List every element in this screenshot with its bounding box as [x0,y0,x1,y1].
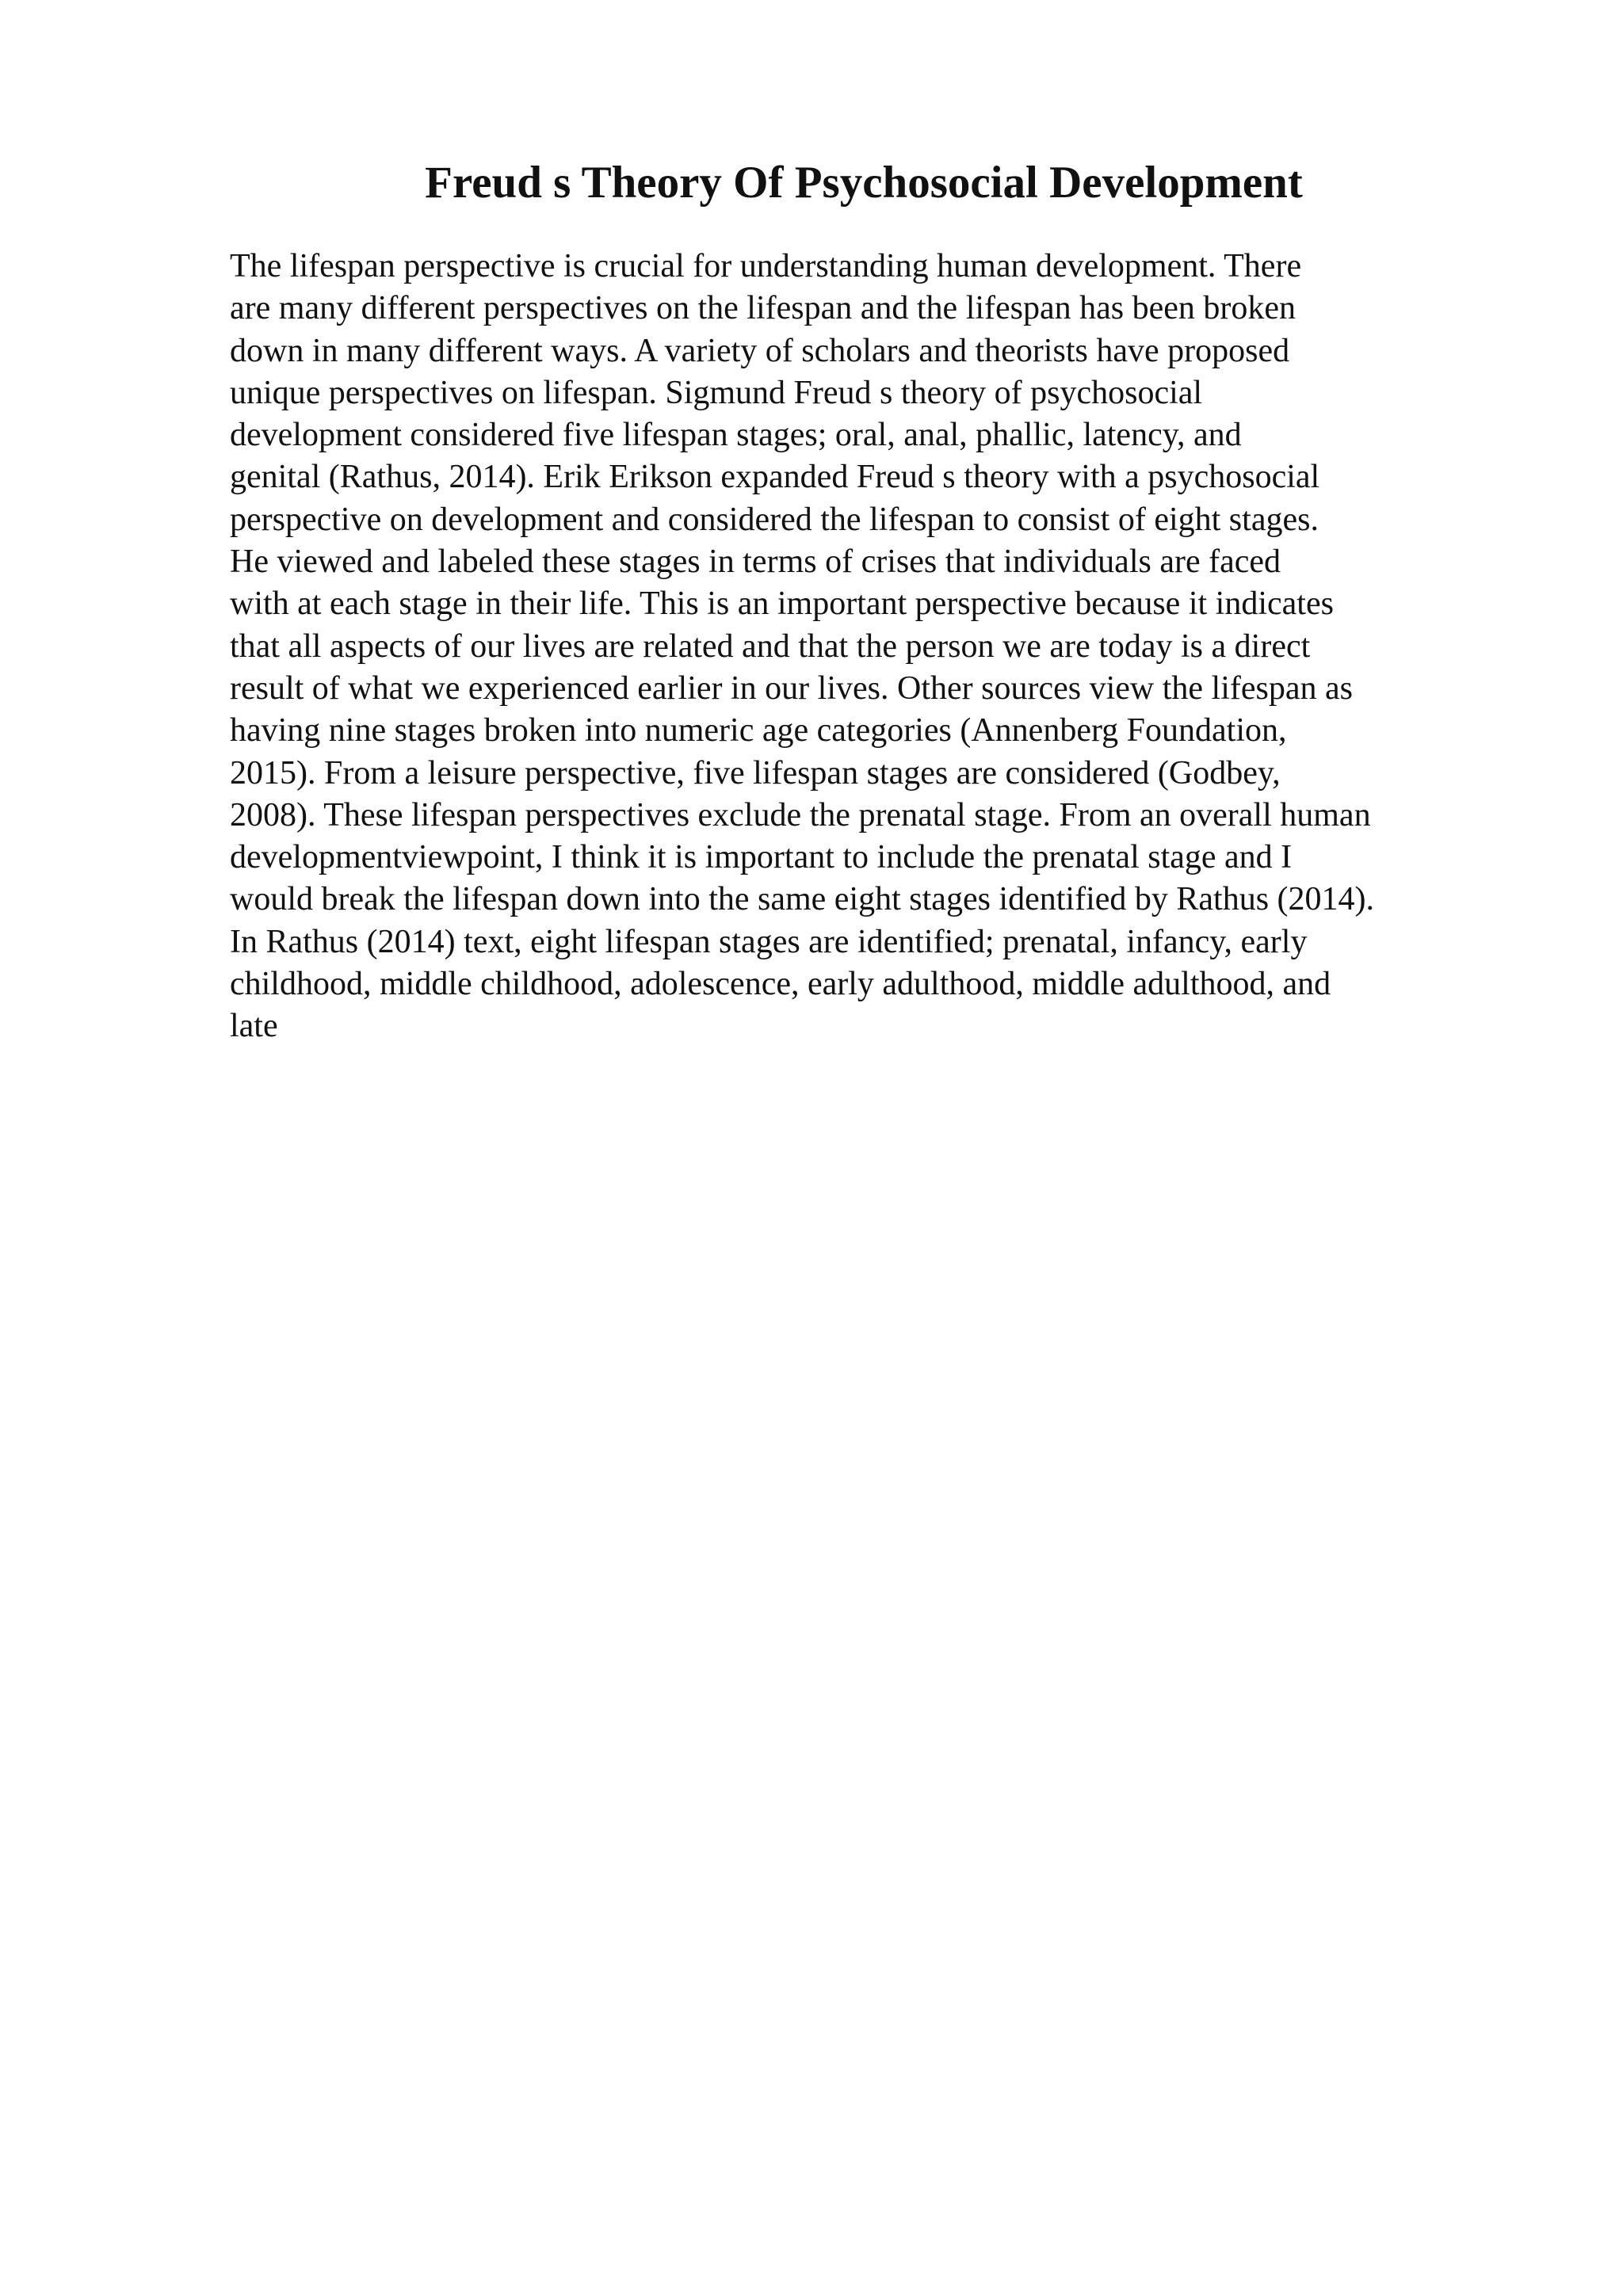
text-line: developmentviewpoint, I think it is important to include the prenatal stage and I [230,839,1293,876]
text-line: unique perspectives on lifespan. Sigmund Freud s theory of psychosocial [230,374,1203,411]
text-line: The lifespan perspective is crucial for understanding human development. There [230,248,1302,284]
text-line: 2008). These lifespan perspectives exclude the prenatal stage. From an overall human [230,796,1371,833]
text-line: are many different perspectives on the lifespan and the lifespan has been broken [230,290,1296,327]
text-line: perspective on development and considered the lifespan to consist of eight stages. [230,501,1319,538]
text-line: having nine stages broken into numeric age categories (Annenberg Foundation, [230,712,1287,749]
text-line: down in many different ways. A variety of scholars and theorists have proposed [230,332,1290,369]
text-line: development considered five lifespan stages; oral, anal, phallic, latency, and [230,417,1242,454]
body-paragraph [230,246,1529,1048]
text-line: He viewed and labeled these stages in terms of crises that individuals are faced [230,543,1281,581]
text-line: genital (Rathus, 2014). Erik Erikson expanded Freud s theory with a psychosocial [230,459,1320,496]
text-line: with at each stage in their life. This is an important perspective because it indicates [230,585,1334,623]
text-line: childhood, middle childhood, adolescence, early adulthood, middle adulthood, and [230,966,1331,1003]
document-title: Freud s Theory Of Psychosocial Development [425,158,1303,208]
text-line: In Rathus (2014) text, eight lifespan stages are identified; prenatal, infancy, early [230,923,1308,960]
text-line: 2015). From a leisure perspective, five lifespan stages are considered (Godbey, [230,754,1281,791]
text-line: late [230,1008,278,1045]
text-line: would break the lifespan down into the same eight stages identified by Rathus (2014). [230,881,1375,918]
text-line: result of what we experienced earlier in our lives. Other sources view the lifespan as [230,669,1353,707]
text-line: that all aspects of our lives are related and that the person we are today is a direct [230,627,1311,665]
